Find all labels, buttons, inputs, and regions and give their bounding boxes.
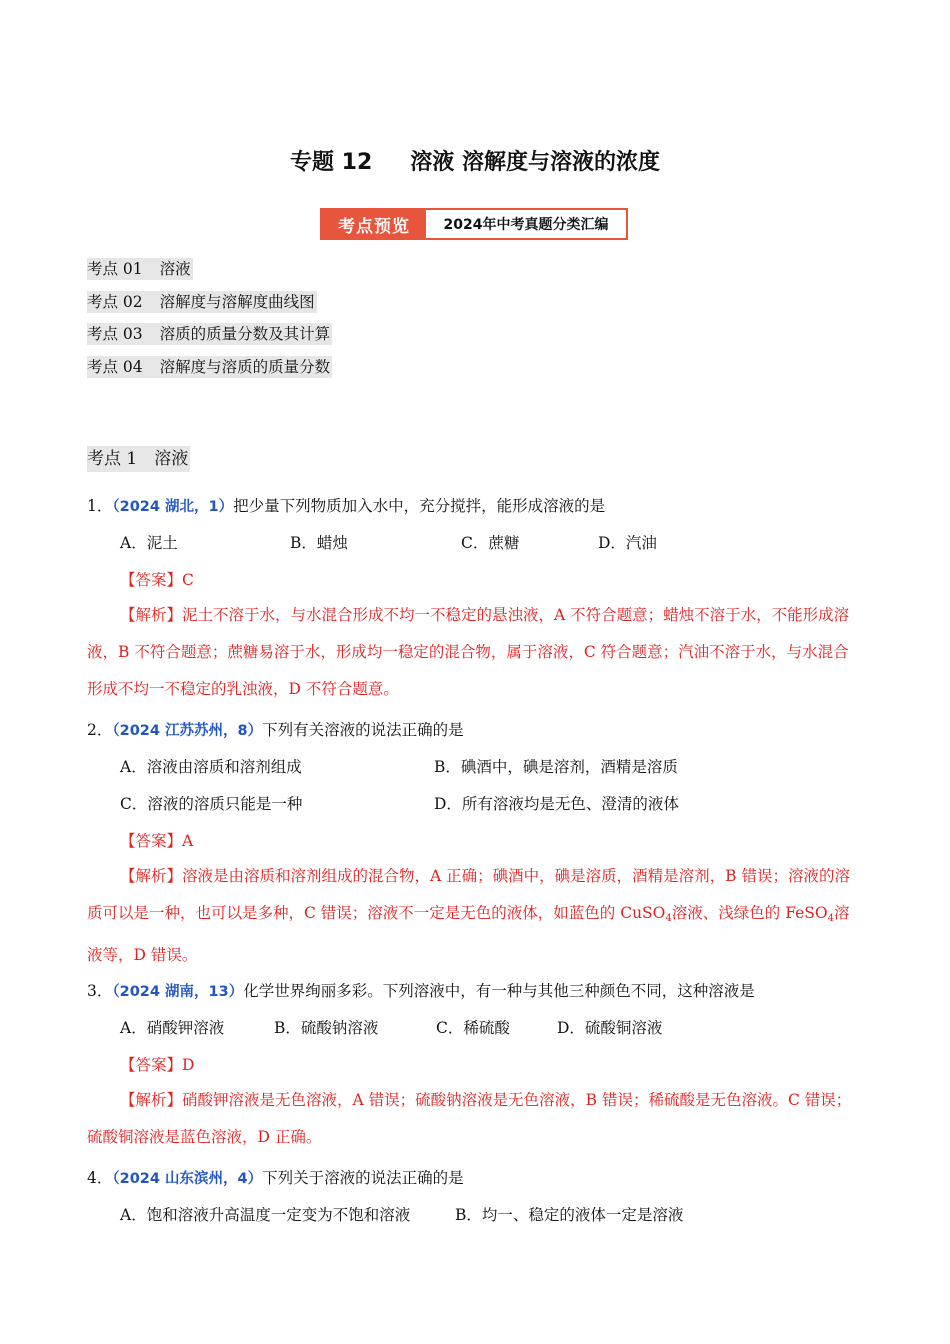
question-source: （2024 江苏苏州，8）	[112, 723, 263, 739]
toc-num: 考点 04	[87, 358, 143, 376]
question-source: （2024 山东滨州，4）	[112, 1171, 263, 1187]
answer-value: D	[182, 1056, 195, 1074]
answer	[120, 1053, 194, 1075]
option: C．溶液的溶质只能是一种	[120, 795, 303, 813]
question-text: 化学世界绚丽多彩。下列溶液中，有一种与其他三种颜色不同，这种溶液是	[243, 982, 755, 1000]
analysis-text: 泥土不溶于水，与水混合形成不均一不稳定的悬浊液，A 不符合题意；蜡烛不溶于水，不能形成溶液，B 不符合题意；蔗糖易溶于水，形成均一稳定的混合物，属于溶液，C 符合题意；汽油不溶于水，与水混合形成不均一不稳定的乳浊液，D 不符合题意。	[87, 606, 850, 698]
answer-tag: 【答案】	[120, 571, 183, 589]
question-text: 把少量下列物质加入水中，充分搅拌，能形成溶液的是	[233, 497, 606, 515]
page-title	[0, 145, 950, 176]
section-label: 溶液	[154, 449, 189, 469]
toc-num: 考点 03	[87, 325, 143, 343]
question-4-stem	[87, 1166, 464, 1188]
analysis-text: 溶液等，D 错误。	[87, 904, 850, 964]
option: B．均一、稳定的液体一定是溶液	[455, 1206, 684, 1224]
question-number: 2．	[87, 721, 113, 739]
option: C．蔗糖	[461, 534, 520, 552]
option: D．汽油	[598, 534, 657, 552]
toc-label: 溶质的质量分数及其计算	[159, 325, 331, 343]
toc-label: 溶解度与溶质的质量分数	[159, 358, 331, 376]
question-text: 下列有关溶液的说法正确的是	[262, 721, 464, 739]
option: D．硫酸铜溶液	[557, 1019, 663, 1037]
question-source: （2024 湖北，1）	[112, 499, 234, 515]
option: B．碘酒中，碘是溶剂，酒精是溶质	[434, 758, 678, 776]
option: B．硫酸钠溶液	[274, 1019, 379, 1037]
question-2-stem	[87, 718, 464, 740]
toc-num: 考点 01	[87, 260, 143, 278]
toc-label: 溶液	[159, 260, 191, 278]
answer	[120, 568, 194, 590]
answer-tag: 【答案】	[120, 1056, 183, 1074]
answer-tag: 【答案】	[120, 832, 183, 850]
question-1-stem	[87, 494, 605, 516]
answer	[120, 829, 193, 851]
question-source: （2024 湖南，13）	[112, 984, 244, 1000]
banner-right: 2024年中考真题分类汇编	[443, 217, 609, 233]
option: A．溶液由溶质和溶剂组成	[120, 758, 302, 776]
analysis-text: 溶液是由溶质和溶剂组成的混合物，A 正确；碘酒中，碘是溶质，酒精是溶剂，B 错误；溶液的溶质可以是一种，也可以是多种，C 错误；溶液不一定是无色的液体，如蓝色的 CuSO	[87, 867, 850, 922]
toc-num: 考点 02	[87, 293, 143, 311]
option: A．泥土	[120, 534, 178, 552]
analysis-tag: 【解析】	[120, 606, 183, 624]
answer-value: A	[182, 832, 194, 850]
question-3-stem	[87, 979, 755, 1001]
option: B．蜡烛	[290, 534, 348, 552]
analysis-tag: 【解析】	[120, 867, 183, 885]
answer-value: C	[182, 571, 194, 589]
analysis-text: 溶液、浅绿色的 FeSO	[671, 904, 828, 922]
section-num: 考点 1	[87, 449, 138, 469]
question-number: 4．	[87, 1169, 113, 1187]
option: D．所有溶液均是无色、澄清的液体	[434, 795, 679, 813]
toc-item	[87, 291, 317, 313]
preview-banner	[320, 208, 628, 240]
option: A．饱和溶液升高温度一定变为不饱和溶液	[120, 1206, 411, 1224]
section-heading	[87, 446, 190, 472]
title-part2: 溶液 溶解度与溶液的浓度	[410, 150, 660, 175]
subscript: 4	[827, 913, 834, 924]
subscript: 4	[665, 913, 672, 924]
analysis	[87, 858, 862, 974]
question-text: 下列关于溶液的说法正确的是	[262, 1169, 464, 1187]
toc-item	[87, 258, 193, 280]
toc-item	[87, 356, 332, 378]
analysis	[87, 1082, 862, 1156]
toc-label: 溶解度与溶解度曲线图	[159, 293, 315, 311]
analysis	[87, 597, 862, 708]
analysis-text: 硝酸钾溶液是无色溶液，A 错误；硫酸钠溶液是无色溶液，B 错误；稀硫酸是无色溶液。C 错误；硫酸铜溶液是蓝色溶液，D 正确。	[87, 1091, 852, 1146]
option: C．稀硫酸	[436, 1019, 510, 1037]
toc-item	[87, 323, 332, 345]
question-number: 1．	[87, 497, 113, 515]
question-number: 3．	[87, 982, 113, 1000]
banner-left: 考点预览	[322, 210, 426, 238]
title-part1: 专题 12	[290, 150, 373, 175]
analysis-tag: 【解析】	[120, 1091, 183, 1109]
option: A．硝酸钾溶液	[120, 1019, 225, 1037]
